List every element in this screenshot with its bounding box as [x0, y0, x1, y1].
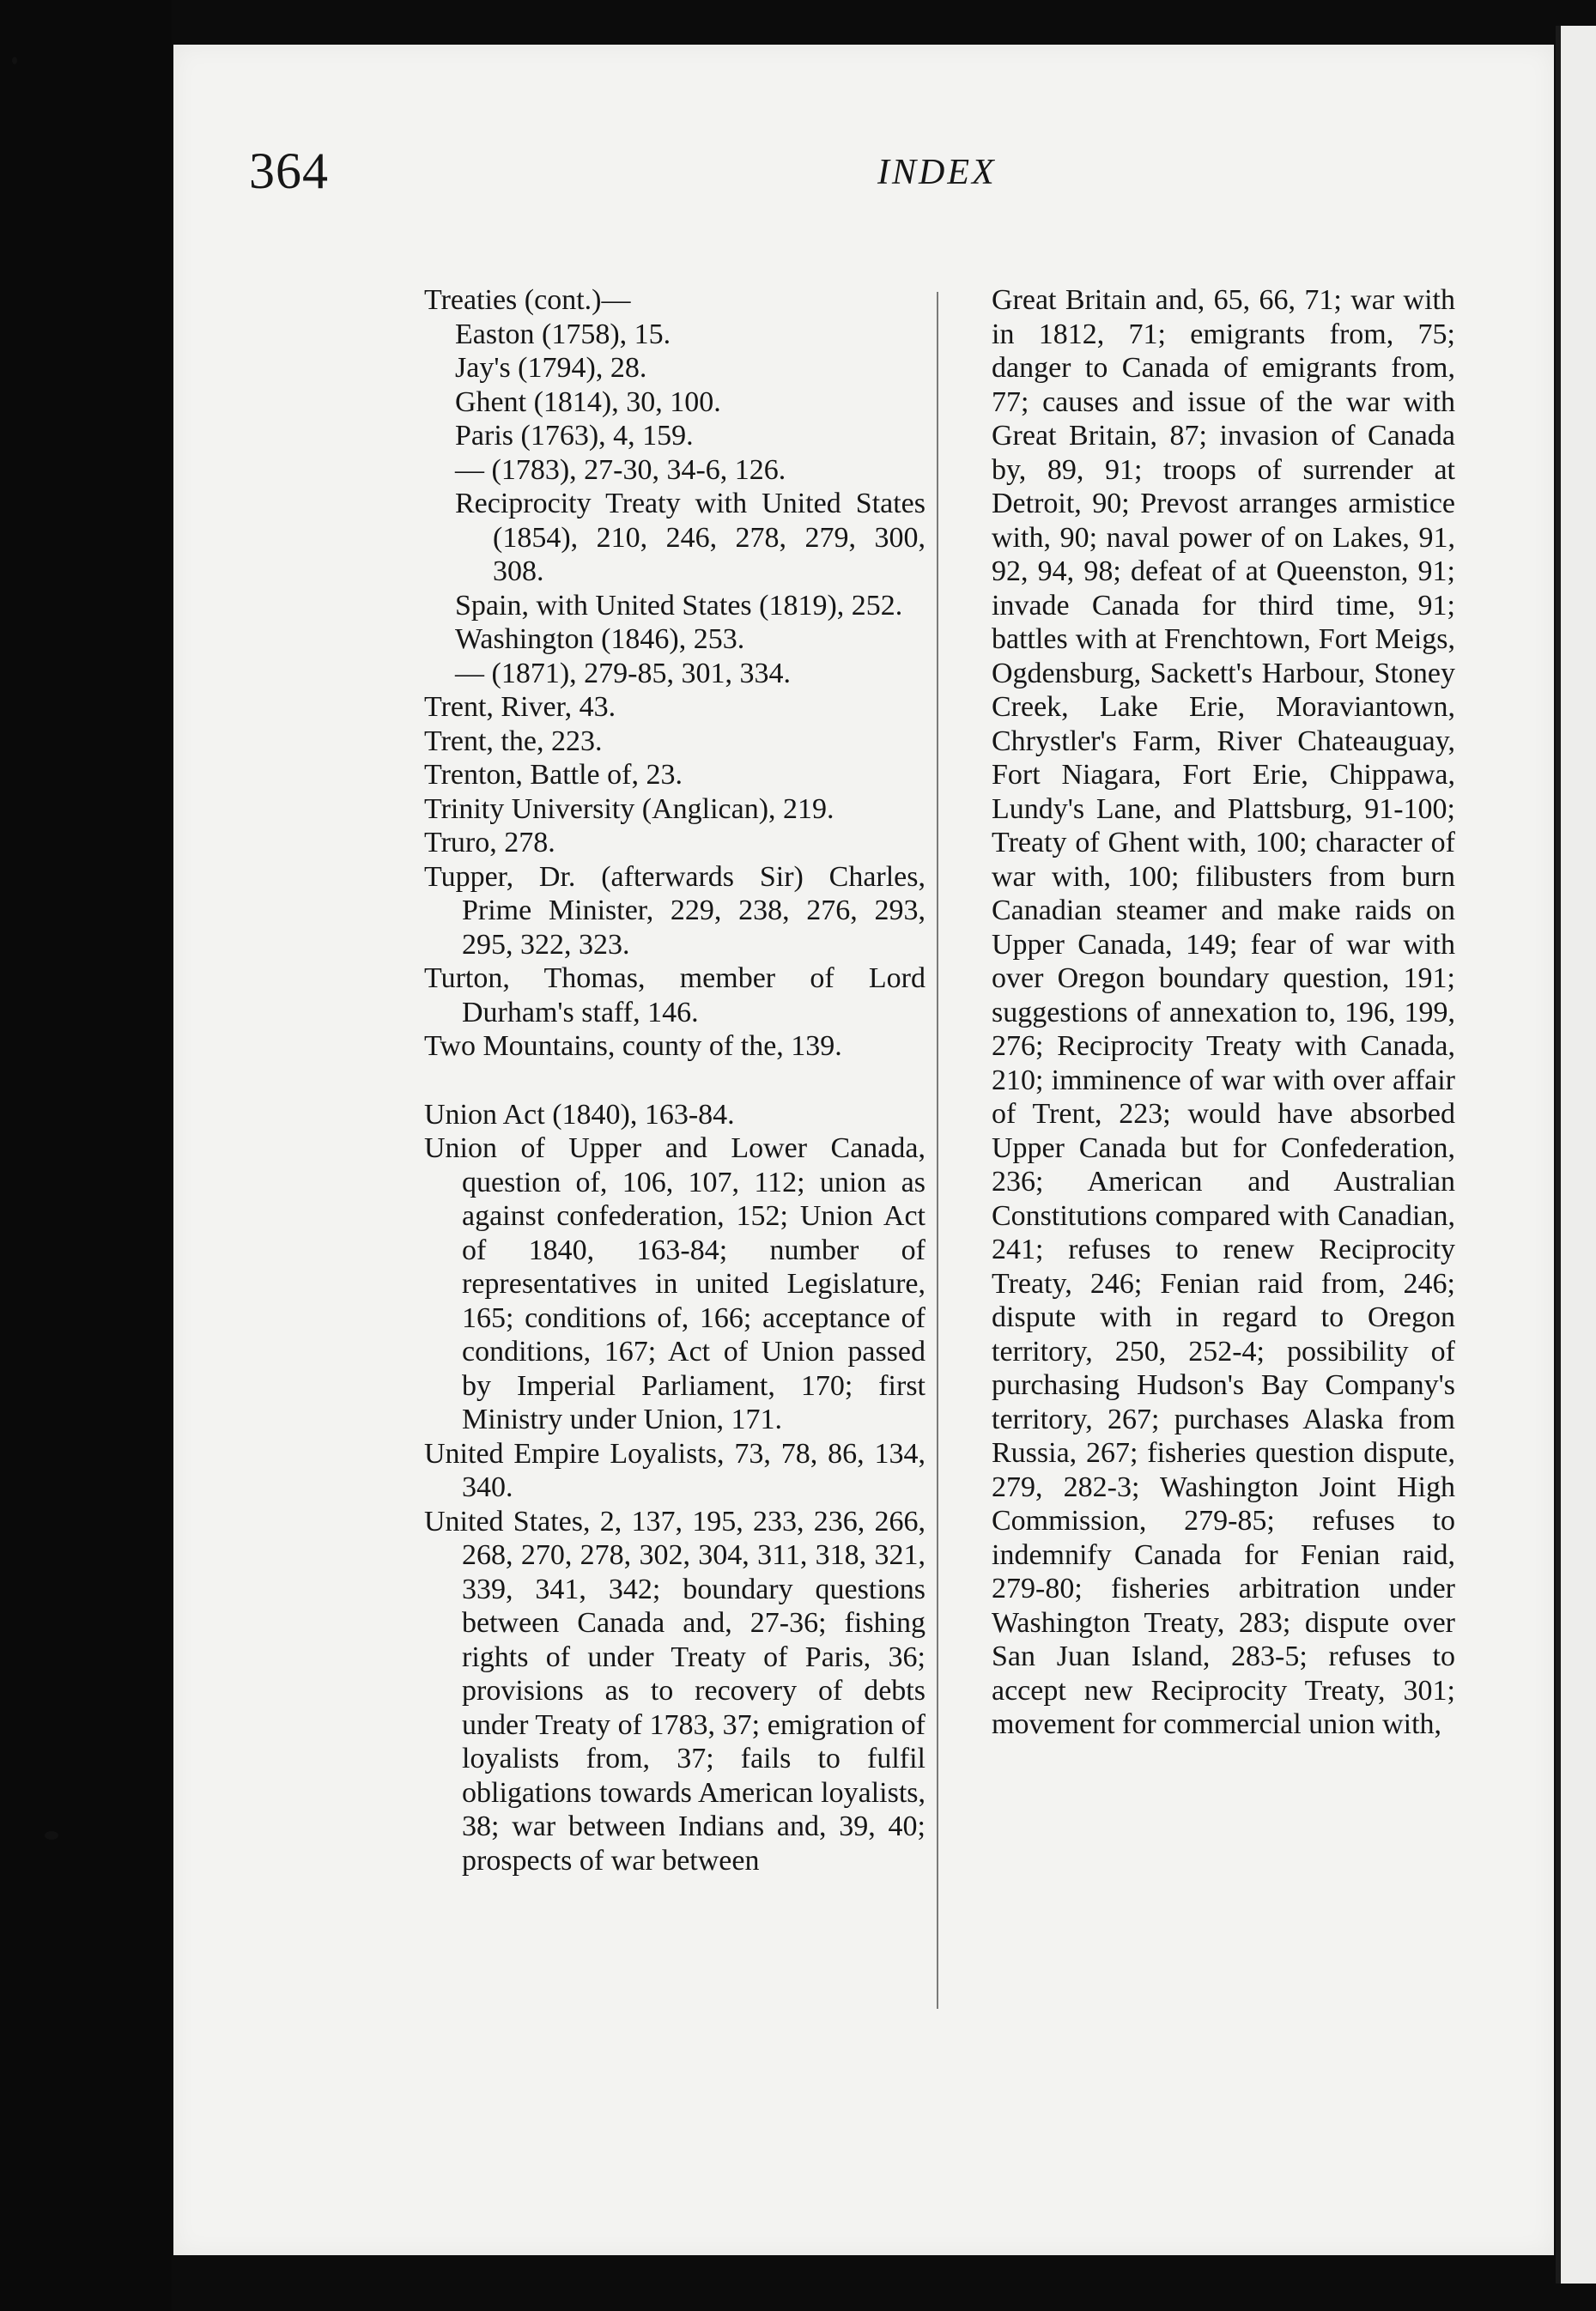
- index-entry: Union Act (1840), 163-84.: [424, 1098, 735, 1131]
- page-header: [249, 142, 1451, 236]
- index-column-right: [992, 283, 1455, 1742]
- scan-speck: [12, 57, 17, 64]
- index-subentry: — (1783), 27-30, 34-6, 126.: [455, 453, 786, 486]
- running-head: INDEX: [877, 153, 997, 192]
- index-entry: Two Mountains, county of the, 139.: [424, 1030, 842, 1062]
- index-subentry: Jay's (1794), 28.: [455, 352, 647, 384]
- index-continuation: Great Britain and, 65, 66, 71; war with in 1812, 71; emigrants from, 75; danger to Canada of emigrants from, 77; causes and issue of the war with Great Britain, 87; invasion of Canada by, 89, 91; troops of surrender at Detroit, 90; Prevost arranges armistice with, 90; naval power of on Lakes, 91, 92, 94, 98; defeat of at Queenston, 91; invade Canada for third time, 91; battles with at Frenchtown, Fort Meigs, Ogdensburg, Sackett's Harbour, Stoney Creek, Lake Erie, Moraviantown, Chrystler's Farm, River Chateauguay, Fort Niagara, Fort Erie, Chippawa, Lundy's Lane, and Plattsburg, 91-100; Treaty of Ghent with, 100; character of war with, 100; filibusters from burn Canadian steamer and make raids on Upper Canada, 149; fear of war with over Oregon boundary question, 191; suggestions of annexation to, 196, 199, 276; Reciprocity Treaty with Canada, 210; imminence of war with over affair of Trent, 223; would have absorbed Upper Canada but for Confederation, 236; American and Australian Constitutions compared with Canadian, 241; refuses to renew Reciprocity Treaty, 246; Fenian raid from, 246; dispute with in regard to Oregon territory, 250, 252-4; possibility of purchasing Hudson's Bay Company's territory, 267; purchases Alaska from Russia, 267; fisheries question dispute, 279, 282-3; Washington Joint High Commission, 279-85; refuses to indemnify Canada for Fenian raid, 279-80; fisheries arbitration under Washington Treaty, 283; dispute over San Juan Island, 283-5; refuses to accept new Reciprocity Treaty, 301; movement for commercial union with,: [992, 284, 1455, 1740]
- index-subentry: Washington (1846), 253.: [455, 623, 745, 655]
- scan-border: [0, 0, 172, 2311]
- index-entry: Trent, the, 223.: [424, 725, 603, 757]
- index-entry: Trent, River, 43.: [424, 691, 616, 723]
- index-entry: Trinity University (Anglican), 219.: [424, 792, 834, 825]
- index-entry: Turton, Thomas, member of Lord Durham's staff, 146.: [424, 962, 925, 1028]
- index-subentry: — (1871), 279-85, 301, 334.: [455, 657, 791, 689]
- index-entry: Tupper, Dr. (afterwards Sir) Charles, Prime Minister, 229, 238, 276, 293, 295, 322, 323.: [424, 860, 925, 961]
- index-subentry: Easton (1758), 15.: [455, 318, 671, 350]
- scan-speck: [45, 1831, 58, 1840]
- index-entry: Union of Upper and Lower Canada, question of, 106, 107, 112; union as against confederation, 152; Union Act of 1840, 163-84; number of representatives in united Legislature, 165; conditions of, 166; acceptance of conditions, 167; Act of Union passed by Imperial Parliament, 170; first Ministry under Union, 171.: [424, 1132, 925, 1435]
- index-subentry: Ghent (1814), 30, 100.: [455, 385, 721, 418]
- page-edge: [1556, 26, 1596, 2284]
- column-divider: [937, 292, 938, 2009]
- index-entry: Trenton, Battle of, 23.: [424, 759, 683, 791]
- page-number: 364: [249, 143, 329, 199]
- index-entry: Treaties (cont.)—: [424, 284, 631, 316]
- index-subentry: Paris (1763), 4, 159.: [455, 420, 694, 452]
- index-column-left: [424, 283, 925, 1877]
- index-entry: United States, 2, 137, 195, 233, 236, 266, 268, 270, 278, 302, 304, 311, 318, 321, 339, 341, 342; boundary questions between Canada and, 27-36; fishing rights of under Treaty of Paris, 36; provisions as to recovery of debts under Treaty of 1783, 37; emigration of loyalists from, 37; fails to fulfil obligations towards American loyalists, 38; war between Indians and, 39, 40; prospects of war between: [424, 1505, 925, 1877]
- index-subentry: Spain, with United States (1819), 252.: [455, 589, 903, 622]
- entry-gap: [424, 1064, 925, 1098]
- index-entry: United Empire Loyalists, 73, 78, 86, 134, 340.: [424, 1437, 925, 1503]
- index-subentry: Reciprocity Treaty with United States (1854), 210, 246, 278, 279, 300, 308.: [455, 488, 925, 587]
- index-entry: Truro, 278.: [424, 827, 555, 858]
